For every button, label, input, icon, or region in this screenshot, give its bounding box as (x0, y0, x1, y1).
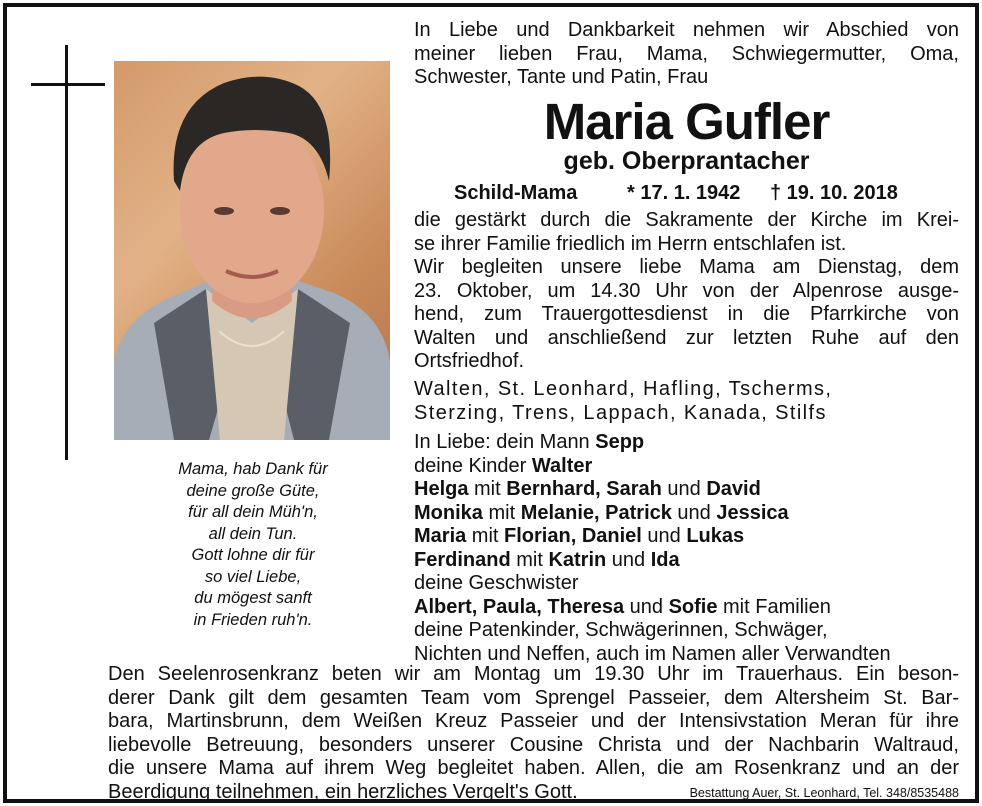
family-line (414, 502, 959, 526)
poem-line: in Frieden ruh'n. (193, 610, 313, 629)
family-list (414, 431, 959, 666)
places-line: Walten, St. Leonhard, Hafling, Tscherms, (414, 378, 833, 400)
text-line: die gestärkt durch die Sakramente der Kirche im Krei- (414, 209, 959, 231)
family-line (414, 431, 959, 455)
family-member: Katrin (548, 548, 607, 571)
poem-line: Mama, hab Dank für (178, 460, 328, 478)
family-member: David (706, 478, 761, 500)
cross-icon-bar (31, 83, 105, 86)
family-member: Walter (531, 454, 593, 477)
text-line: se ihrer Familie friedlich im Herrn entschlafen ist. (414, 232, 847, 255)
family-line: deine Geschwister (414, 572, 579, 594)
places-list (414, 377, 959, 425)
family-member: Sepp (595, 431, 645, 453)
family-line (414, 525, 959, 549)
family-member: Ida (650, 548, 680, 571)
closing-line: Den Seelenrosenkranz beten wir am Montag um 19.30 Uhr im Trauerhaus. Ein beson- (108, 663, 959, 685)
intro-text (414, 19, 959, 90)
announcement-text (414, 209, 959, 374)
poem-line: deine große Güte, (186, 481, 320, 500)
poem (115, 459, 391, 631)
closing-line: liebevolle Betreuung, besonders unserer Cousine Christa und der Nachbarin Waltraud, (108, 733, 959, 756)
portrait-photo (114, 61, 390, 440)
family-member: Bernhard, Sarah (506, 478, 662, 500)
birth-date: * 17. 1. 1942 (627, 182, 741, 204)
closing-line: die unsere Mama auf ihrem Weg begleitet haben. Allen, die am Rosenkranz und an der (108, 757, 959, 779)
family-line (414, 549, 959, 573)
family-text: und (624, 595, 669, 618)
family-line: Nichten und Neffen, auch im Namen aller Verwandten (414, 642, 891, 665)
poem-line: für all dein Müh'n, (188, 503, 318, 521)
text-line: Walten und anschließend zur letzten Ruhe auf den (414, 326, 959, 349)
intro-line: meiner lieben Frau, Mama, Schwiegermutter, Oma, (414, 42, 959, 65)
text-line: hend, zum Trauergottesdienst in die Pfarrkirche von (414, 303, 959, 325)
family-member: Melanie, Patrick (520, 501, 672, 524)
deceased-name: Maria Gufler (543, 93, 830, 150)
intro-line: In Liebe und Dankbarkeit nehmen wir Abschied von (414, 19, 959, 41)
family-line: deine Patenkinder, Schwägerinnen, Schwäger, (414, 619, 828, 641)
family-text: und (606, 548, 651, 571)
text-line: Ortsfriedhof. (414, 350, 525, 372)
family-text: mit (466, 525, 505, 547)
family-text: und (661, 478, 707, 500)
poem-line: so viel Liebe, (204, 567, 302, 586)
family-member: Lukas (686, 525, 745, 547)
nickname: Schild-Mama (454, 182, 578, 204)
family-member: Florian, Daniel (504, 525, 642, 547)
poem-line: all dein Tun. (208, 524, 298, 543)
family-text: mit (482, 501, 521, 524)
family-member: Maria (414, 525, 467, 547)
family-text: mit (510, 548, 549, 571)
text-line: 23. Oktober, um 14.30 Uhr von der Alpenrose ausge- (414, 279, 959, 302)
family-text: und (641, 525, 687, 547)
family-member: Ferdinand (414, 548, 511, 571)
closing-line: derer Dank gilt dem gesamten Team vom Sprengel Passeier, dem Altersheim St. Bar- (108, 686, 959, 709)
family-text: und (671, 501, 717, 524)
death-date: † 19. 10. 2018 (770, 182, 898, 204)
family-member: Monika (414, 501, 483, 524)
family-line (414, 478, 959, 502)
birth-name: geb. Oberprantacher (563, 147, 810, 175)
poem-line: Gott lohne dir für (191, 546, 315, 564)
obituary-notice (3, 3, 979, 803)
family-member: Albert, Paula, Theresa (414, 595, 625, 618)
family-member: Jessica (716, 501, 789, 524)
family-member: Sofie (668, 595, 718, 618)
family-text: In Liebe: dein Mann (414, 431, 596, 453)
undertaker-info: Bestattung Auer, St. Leonhard, Tel. 348/8535488 (689, 785, 959, 800)
closing-line: Beerdigung teilnehmen, ein herzliches Vergelt's Gott. (108, 780, 578, 803)
poem-line: du mögest sanft (194, 589, 312, 607)
family-line (414, 596, 959, 620)
family-text: mit (468, 478, 507, 500)
closing-line: bara, Martinsbrunn, dem Weißen Kreuz Passeier und der Intensivstation Meran für ihre (108, 710, 959, 732)
cross-icon (65, 45, 68, 460)
closing-text (108, 663, 959, 804)
family-text: deine Kinder (414, 454, 532, 477)
closing-line-last (108, 781, 959, 805)
family-line (414, 455, 959, 479)
places-line: Sterzing, Trens, Lappach, Kanada, Stilfs (414, 402, 827, 424)
text-line: Wir begleiten unsere liebe Mama am Dienstag, dem (414, 256, 959, 278)
family-member: Helga (414, 478, 469, 500)
intro-line: Schwester, Tante und Patin, Frau (414, 66, 709, 88)
family-text: mit Familien (717, 595, 831, 618)
